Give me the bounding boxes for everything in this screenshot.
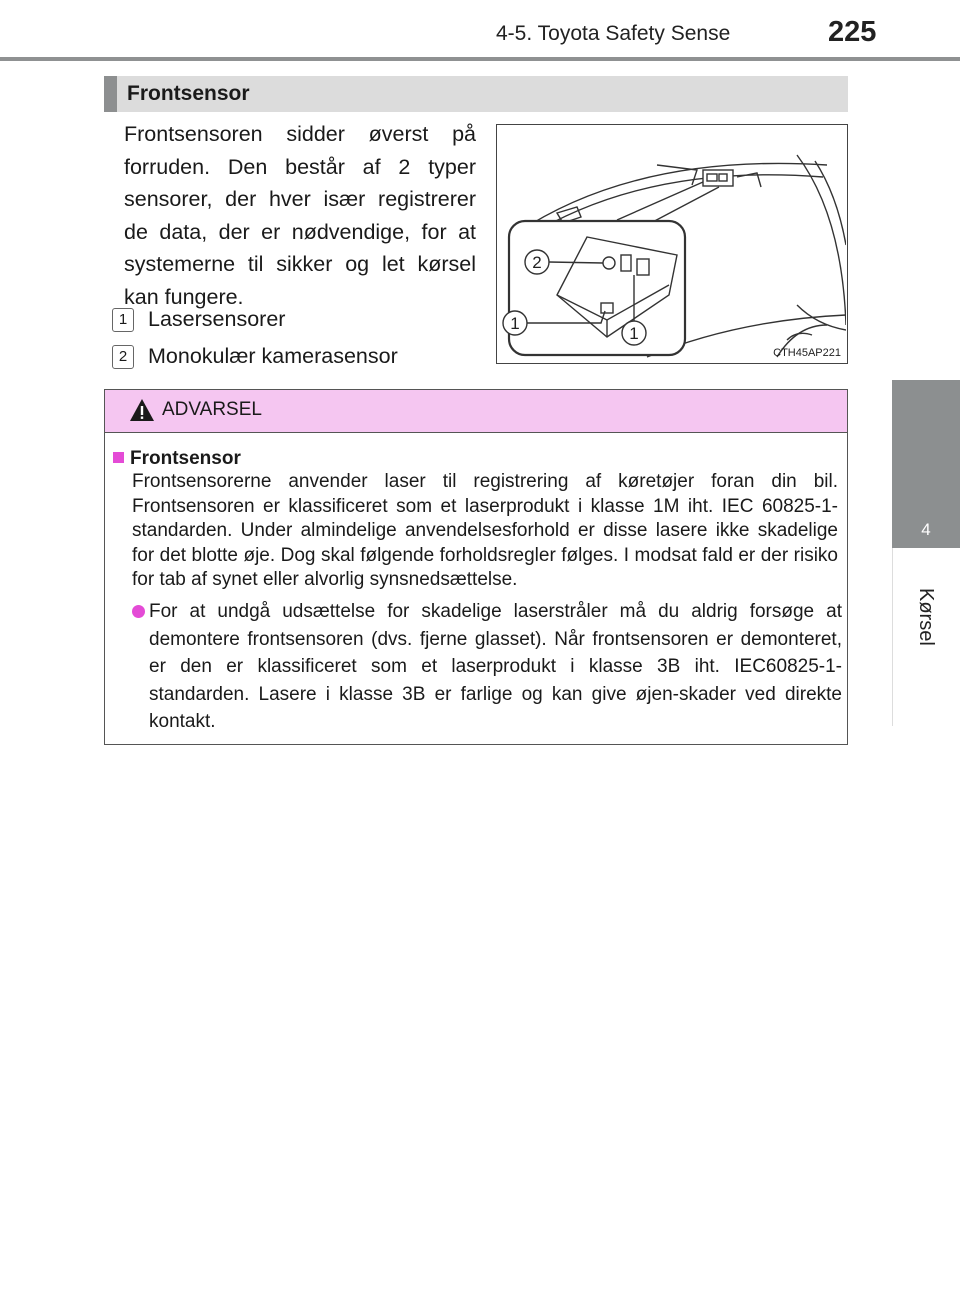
section-heading (104, 76, 848, 112)
intro-paragraph: Frontsensoren sidder øverst på forruden. Den består af 2 typer sensorer, der hver især registrerer de data, der er nødvendige, for at systemerne til sikker og let kørsel kan fungere. (124, 122, 476, 309)
chapter-tab-title[interactable] (892, 548, 960, 726)
callout-2-label: 2 (532, 253, 542, 272)
square-bullet-icon (113, 452, 124, 463)
chapter-tab-number[interactable]: 4 (892, 380, 960, 548)
warning-bullet-text: For at undgå udsættelse for skadelige laserstråler må du aldrig forsøge at demontere frontsensoren (dvs. fjerne glasset). Når frontsensoren er demonteret, er den er klassificeret som et laserprodukt i klasse 3B iht. IEC60825-1-standarden. Lasere i klasse 3B er farlige og kan give øjen-skader ved direkte kontakt. (149, 601, 842, 732)
warning-triangle-icon (129, 398, 155, 422)
warning-header (105, 390, 847, 433)
warning-label: ADVARSEL (162, 399, 262, 420)
header-section-title: 4-5. Toyota Safety Sense (496, 22, 731, 45)
list-item (112, 344, 398, 369)
section-heading-text: Frontsensor (127, 82, 250, 105)
list-item-label: Lasersensorer (148, 307, 286, 331)
warning-bullet (132, 598, 842, 736)
chapter-tab-label: Kørsel (915, 588, 937, 646)
page-number: 225 (828, 16, 877, 48)
callout-number: 1 (112, 308, 134, 332)
header-rule (0, 57, 960, 61)
warning-box (104, 389, 848, 745)
figure-code: CTH45AP221 (773, 347, 841, 359)
list-item (112, 307, 285, 332)
front-sensor-illustration (496, 124, 848, 364)
windshield-sensor-drawing (497, 125, 846, 362)
callout-1b-label: 1 (629, 324, 639, 343)
warning-subheading-text: Frontsensor (130, 448, 241, 469)
callout-number: 2 (112, 345, 134, 369)
warning-subheading (113, 448, 241, 470)
callout-1-label: 1 (510, 314, 520, 333)
list-item-label: Monokulær kamerasensor (148, 344, 398, 368)
warning-body: Frontsensorerne anvender laser til registrering af køretøjer foran din bil. Frontsensoren er klassificeret som et laserprodukt i klasse 1M iht. IEC 60825-1-standarden. Under almindelige anvendelsesforhold er disse lasere ikke skadelige for det blotte øje. Dog skal følgende forholdsregler følges. I modsat fald er der risiko for tab af synet eller alvorlig synsnedsættelse. (132, 471, 838, 591)
circle-bullet-icon (132, 605, 145, 618)
